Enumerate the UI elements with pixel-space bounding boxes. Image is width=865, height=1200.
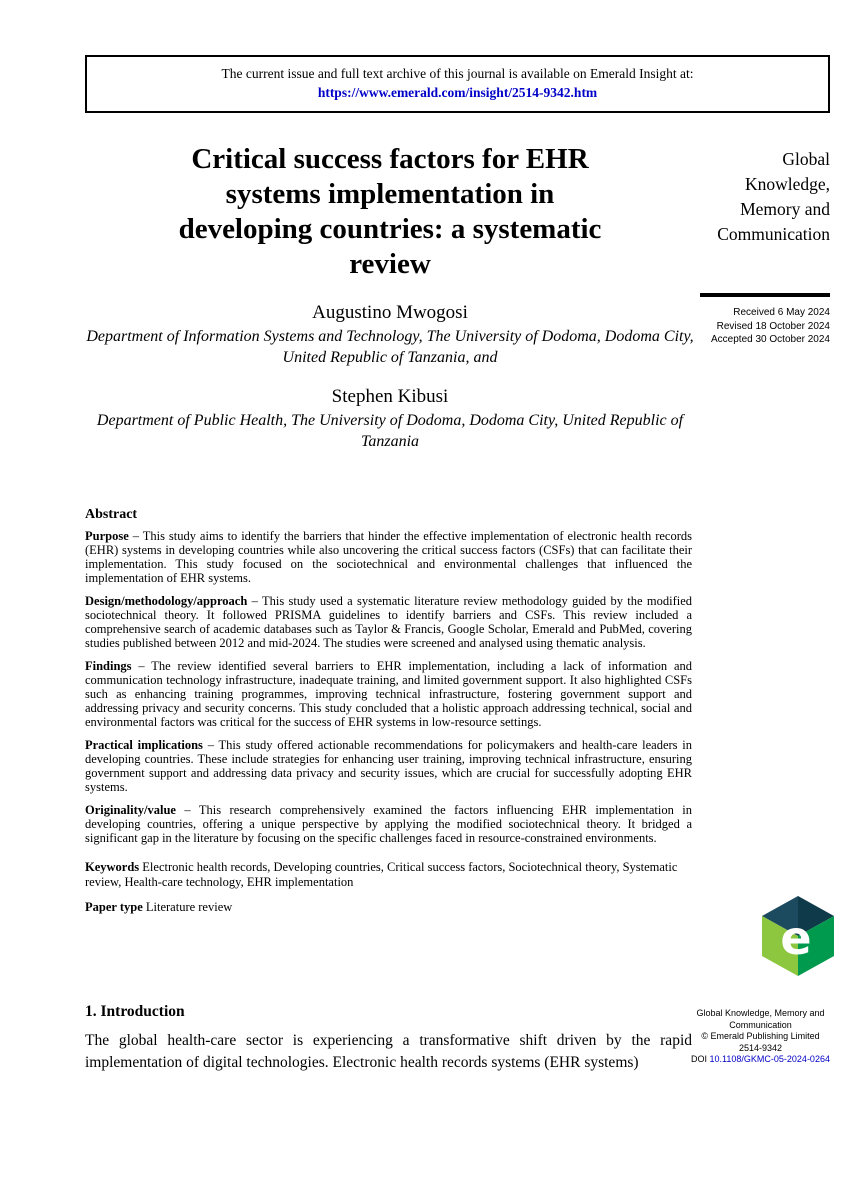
journal-name bbox=[690, 147, 830, 247]
abstract-originality bbox=[85, 803, 692, 845]
doi-line bbox=[688, 1054, 833, 1066]
imprint-publisher: © Emerald Publishing Limited bbox=[701, 1031, 820, 1041]
imprint-issn: 2514-9342 bbox=[738, 1042, 783, 1053]
title-line: Critical success factors for EHR bbox=[191, 143, 589, 175]
journal-name-line: Memory and bbox=[740, 199, 830, 219]
abstract-findings bbox=[85, 659, 692, 729]
abstract-findings-text: – The review identified several barriers to EHR implementation, including a lack of information and communication technology infrastructure, inadequate training, and limited government support. It also highlighted CSFs such as enhancing training programmes, improving technical infrastructure, fostering government support and addressing privacy and security concerns. This study concluded that a holistic approach addressing technical, social and environmental factors was critical for the success of EHR systems in low-resource settings. bbox=[85, 659, 693, 729]
abstract-practical-implications bbox=[85, 738, 692, 794]
keywords bbox=[85, 860, 692, 890]
author-name: Stephen Kibusi bbox=[331, 386, 449, 407]
accepted-date: Accepted 30 October 2024 bbox=[711, 334, 830, 345]
introduction-paragraph: The global health-care sector is experiencing a transformative shift driven by the rapid implementation of digital technologies. Electronic health records systems (EHR systems) bbox=[85, 1032, 692, 1071]
archive-notice-box bbox=[85, 55, 830, 113]
abstract-originality-text: – This research comprehensively examined the factors influencing EHR implementation in developing countries, offering a unique perspective by applying the modified sociotechnical theory. It bridged a significant gap in the literature by focusing on the specific challenges faced in resource-constrained environments. bbox=[85, 803, 692, 845]
paper-type-label: Paper type bbox=[85, 900, 143, 914]
article-title bbox=[85, 142, 695, 282]
imprint-journal-line: Communication bbox=[729, 1019, 792, 1030]
abstract-design bbox=[85, 594, 692, 650]
journal-divider-rule bbox=[700, 293, 830, 297]
authors-block bbox=[85, 300, 695, 452]
abstract-purpose-text: – This study aims to identify the barriers that hinder the effective implementation of electronic health records (EHR) systems in developing countries while also uncovering the critical success factors (CSFs) that can facilitate their implementation. This study focused on the sociotechnical and environmental challenges that influenced the implementation of EHR systems. bbox=[85, 529, 692, 585]
introduction-section bbox=[85, 1003, 692, 1074]
title-line: systems implementation in bbox=[225, 178, 555, 210]
title-line: review bbox=[349, 248, 431, 280]
revised-date: Revised 18 October 2024 bbox=[716, 320, 830, 332]
abstract-practical-text: – This study offered actionable recommendations for policymakers and health-care leaders in developing countries. These include strategies for enhancing user training, improving technical infrastructure, ensuring government support and addressing data privacy and security issues, which are crucial for successfully adopting EHR systems. bbox=[85, 738, 693, 794]
journal-name-line: Global bbox=[782, 149, 830, 169]
author-name: Augustino Mwogosi bbox=[312, 302, 468, 323]
abstract-design-label: Design/methodology/approach bbox=[85, 594, 248, 608]
imprint-block bbox=[688, 1008, 833, 1066]
introduction-heading: 1. Introduction bbox=[85, 1003, 185, 1020]
emerald-publisher-logo bbox=[762, 896, 834, 976]
keywords-text: Electronic health records, Developing countries, Critical success factors, Sociotechnical theory, Systematic review, Health-care technology, EHR implementation bbox=[85, 860, 678, 889]
archive-notice-text: The current issue and full text archive of this journal is available on Emerald Insight at: bbox=[221, 66, 694, 81]
doi-link[interactable]: 10.1108/GKMC-05-2024-0264 bbox=[709, 1054, 830, 1064]
abstract-purpose bbox=[85, 529, 692, 585]
abstract-section bbox=[85, 508, 692, 914]
abstract-design-text: – This study used a systematic literature review methodology guided by the modified sociotechnical theory. It followed PRISMA guidelines to identify barriers and CSFs. This review included a comprehensive search of academic databases such as Taylor & Francis, Google Scholar, Emerald and PubMed, covering studies published between 2012 and mid-2024. The studies were screened and analysed using thematic analysis. bbox=[85, 594, 693, 650]
doi-label: DOI bbox=[691, 1054, 708, 1064]
abstract-practical-label: Practical implications bbox=[85, 738, 203, 752]
svg-text:e: e bbox=[780, 911, 812, 965]
title-line: developing countries: a systematic bbox=[178, 213, 602, 245]
author-affiliation: Department of Public Health, The University of Dodoma, Dodoma City, United Republic of Tanzania bbox=[96, 412, 684, 450]
keywords-label: Keywords bbox=[85, 860, 140, 874]
abstract-purpose-label: Purpose bbox=[85, 529, 129, 543]
emerald-insight-link[interactable]: https://www.emerald.com/insight/2514-9342.htm bbox=[317, 85, 598, 100]
imprint-journal-line: Global Knowledge, Memory and bbox=[696, 1008, 825, 1018]
received-date: Received 6 May 2024 bbox=[733, 307, 830, 318]
paper-type bbox=[85, 900, 692, 914]
emerald-logo-icon bbox=[762, 896, 834, 976]
abstract-originality-label: Originality/value bbox=[85, 803, 176, 817]
abstract-heading: Abstract bbox=[85, 507, 138, 522]
journal-name-line: Communication bbox=[717, 224, 830, 244]
journal-name-line: Knowledge, bbox=[744, 174, 830, 194]
abstract-findings-label: Findings bbox=[85, 659, 132, 673]
author-affiliation: Department of Information Systems and Technology, The University of Dodoma, Dodoma City, United Republic of Tanzania, and bbox=[86, 328, 694, 366]
paper-type-text: Literature review bbox=[145, 900, 233, 914]
